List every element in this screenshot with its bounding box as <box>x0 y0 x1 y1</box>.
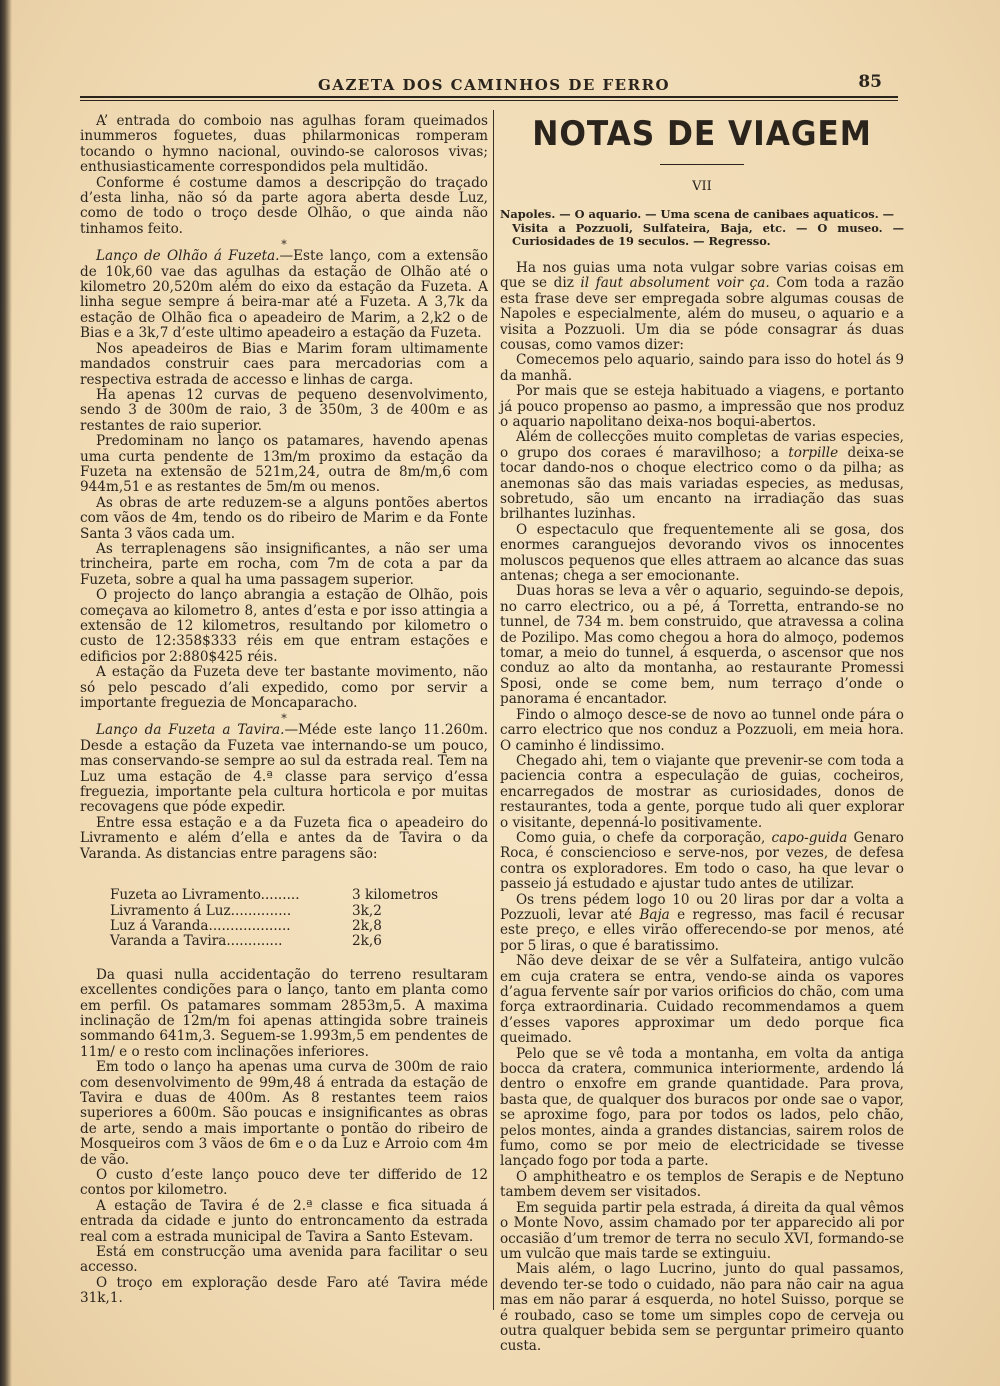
page-number: 85 <box>858 72 882 92</box>
paragraph-text: Ha nos guias uma nota vulgar sobre varias coisas em que se diz <box>500 259 904 292</box>
summary-line: Visita a Pozzuoli, Sulfateira, Baja, etc. — O museo. — Curiosidades de 19 seculos. — Regresso. <box>512 220 904 249</box>
paragraph: O custo d’este lanço pouco deve ter differido de 12 contos por kilometro. <box>80 1167 488 1199</box>
paragraph: O espectaculo que frequentemente ali se gosa, dos enormes caranguejos devorando vivos os innocentes moluscos pequenos que elles attraem ao alcance das suas antenas; chega a ser emocionante. <box>500 521 904 585</box>
paragraph-text: e regresso, mas facil é recusar este preço, e elles virão offerecendo-se por menos, até por 5 liras, o que é baratissimo. <box>500 906 904 954</box>
paragraph-text: Além de collecções muito completas de varias especies, o grupo dos coraes é maravilhoso; a <box>500 429 904 461</box>
table-row <box>110 904 438 919</box>
section-separator: * <box>281 712 287 726</box>
chapter-number: VII <box>692 179 712 194</box>
page-header <box>80 72 900 96</box>
right-column <box>500 114 904 1355</box>
italic-phrase: torpille <box>788 444 839 461</box>
paragraph: Ha apenas 12 curvas de pequeno desenvolvimento, sendo 3 de 300m de raio, 3 de 350m, 3 de 400m e as restantes de raio superior. <box>80 386 488 434</box>
route-cell: Fuzeta ao Livramento......... <box>110 887 300 904</box>
paragraph <box>500 430 904 522</box>
paragraph: Em seguida partir pela estrada, á direita da qual vêmos o Monte Novo, assim chamado por ter apparecido ali por occasião d’um tremor de terra no seculo XVI, formando-se um vulcão que mais tarde se extinguiu. <box>500 1199 904 1262</box>
header-rule <box>80 96 898 101</box>
paragraph: Pelo que se vê toda a montanha, em volta da antiga bocca da cratera, communica interiormente, ardendo lá dentro o enxofre em grande quantidade. Para prova, basta que, de qualquer dos buracos por onde sae o vapor, se aproxime fogo, para por todos os lados, pelo chão, pelos montes, ainda a grandes distancias, sairem rolos de fumo, como se por meio de electricidade se tivesse lançado fogo por toda a parte. <box>500 1045 904 1170</box>
paragraph: Chegado ahi, tem o viajante que prevenir-se com toda a paciencia contra a especulação de guias, cocheiros, encarregados de mostrar as curiosidades, donos de restaurantes, toda a gente, porque tudo ali quer explorar o visitante, depenná-lo positivamente. <box>500 752 904 831</box>
paragraph: Da quasi nulla accidentação do terreno resultaram excellentes condições para o lanço, tanto em planta como em perfil. Os patamares sommam 2853m,5. A maxima inclinação de 12m/m foi apenas attingida sobre traineis sommando 641m,3. Seguem-se 1.993m,5 em pendentes de 11m/ e o resto com inclinações inferiores. <box>80 966 488 1060</box>
paragraph: Não deve deixar de se vêr a Sulfateira, antigo vulcão em cuja cratera se entra, vendo-se ainda os vapores d’agua fervente saír por varios orificios do chão, com uma força extraordinaria. Cuidado recommendamos a quem d’esses vapores approximar um dedo porque fica queimado. <box>500 953 904 1047</box>
left-column <box>80 114 488 1307</box>
route-cell: Luz á Varanda................... <box>110 917 291 934</box>
paragraph-text: —Méde este lanço 11.260m. Desde a estação da Fuzeta vae internando-se um pouco, mas conservando-se sempre ao sul da estrada real. Tem na Luz uma estação de 4.ª classe para serviço d’essa freguezia, importante pela cultura horticola e por muitas recovagens que póde expedir. <box>80 722 488 816</box>
paragraph-text: Os trens pédem logo 10 ou 20 liras por dar a volta a Pozzuoli, levar até <box>500 891 904 923</box>
paragraph: Entre essa estação e a da Fuzeta fica o apeadeiro do Livramento e além d’ella e antes da de Tavira o da Varanda. As distancias entre paragens são: <box>80 814 488 862</box>
distance-cell: 2k,6 <box>352 933 382 950</box>
paragraph: Findo o almoço desce-se de novo ao tunnel onde pára o carro electrico que nos conduz a Pozzuoli, em meia hora. O caminho é lindissimo. <box>500 706 904 754</box>
paragraph-text: deixa-se tocar dando-nos o choque electrico como o da pilha; as anemonas são das mais variadas especies, as medusas, sobretudo, são um encanto na irradiação das suas brilhantes luzinhas. <box>500 444 904 523</box>
section-heading-paragraph <box>80 249 488 341</box>
title-rule <box>660 164 744 165</box>
distance-cell: 2k,8 <box>352 917 382 934</box>
newspaper-title: GAZETA DOS CAMINHOS DE FERRO <box>318 76 671 94</box>
table-row <box>110 888 438 903</box>
route-cell: Livramento á Luz.............. <box>110 902 292 919</box>
paragraph: O troço em exploração desde Faro até Tavira méde 31k,1. <box>80 1274 488 1307</box>
paragraph-text: Genaro Roca, é consciencioso e serve-nos, por vezes, de defesa contra os exploradores. Em todo o caso, ha que levar o passeio já estudado e ajustar tudo antes de utilizar. <box>500 829 904 893</box>
paragraph: Conforme é costume damos a descripção do traçado d’esta linha, não só da parte agora aberta desde Luz, como de todo o troço desde Olhão, o que ainda não tinhamos feito. <box>80 174 488 237</box>
paragraph: Mais além, o lago Lucrino, junto do qual passamos, devendo ter-se todo o cuidado, não para não cair na agua mas em não parar á esquerda, no hotel Suisso, porque se é roubado, caso se tome um simples copo de cerveja ou outra qualquer bebida sem se perguntar primeiro quanto custa. <box>500 1261 904 1355</box>
paragraph <box>500 893 904 955</box>
paragraph: A estação da Fuzeta deve ter bastante movimento, não só pelo pescado d’ali expedido, como por servir a importante freguezia de Moncaparacho. <box>80 664 488 712</box>
paragraph: A estação de Tavira é de 2.ª classe e fica situada á entrada da cidade e junto do entroncamento da estrada real com a estrada municipal de Tavira a Santo Estevam. <box>80 1197 488 1245</box>
paragraph: A’ entrada do comboio nas agulhas foram queimados inummeros foguetes, duas philarmonicas romperam tocando o hymno nacional, ouvindo-se calorosos vivas; enthusiasticamente correspondidos pela multidão. <box>80 113 488 176</box>
paragraph: As obras de arte reduzem-se a alguns pontões abertos com vãos de 4m, tendo os do ribeiro de Marim e da Fonte Santa 3 vãos cada um. <box>80 494 488 542</box>
table-row <box>110 919 438 934</box>
column-divider <box>493 110 494 1310</box>
paragraph: Em todo o lanço ha apenas uma curva de 300m de raio com desenvolvimento de 99m,48 á entrada da estação de Tavira e duas de 400m. As 8 restantes teem raios superiores a 600m. São poucas e insignificantes as obras de arte, sendo a mais importante o pontão do ribeiro de Mosqueiros com 3 vãos de 6m e o da Luz e Arroio com 4m de vão. <box>80 1059 488 1168</box>
italic-phrase: Baja <box>639 906 670 923</box>
page-edge-shadow <box>0 0 12 1386</box>
section-heading-paragraph <box>80 723 488 815</box>
paragraph: Predominam no lanço os patamares, havendo apenas uma curta pendente de 13m/m proximo da estação da Fuzeta na extensão de 521m,24, outra de 8m/m,6 com 944m,51 e as restantes de 5m/m ou menos. <box>80 433 488 496</box>
distances-table <box>110 888 438 950</box>
paragraph-text: Com toda a razão esta frase deve ser empregada sobre algumas cousas de Napoles e especialmente, além do museu, o aquario e a visita a Pozzuoli. Um dia se póde consagrar ás duas cousas, como vamos dizer: <box>500 275 905 353</box>
distance-cell: 3k,2 <box>352 902 382 919</box>
paragraph: Comecemos pelo aquario, saindo para isso do hotel ás 9 da manhã. <box>500 352 904 384</box>
paragraph: Por mais que se esteja habituado a viagens, e portanto já pouco propenso ao pasmo, a impressão que nos produz o aquario napolitano deixa-nos boqui-abertos. <box>500 383 904 430</box>
article-title: NOTAS DE VIAGEM <box>532 114 872 154</box>
paragraph: O projecto do lanço abrangia a estação de Olhão, pois começava ao kilometro 8, antes d’esta e por isso attingia a extensão de 12 kilometros, resultando por kilometro o custo de 12:358$333 réis em que entram estações e edificios por 2:880$425 réis. <box>80 587 488 665</box>
italic-phrase: il faut absolument voir ça. <box>580 275 770 292</box>
paragraph <box>500 261 904 353</box>
article-summary <box>500 208 904 249</box>
summary-line: Napoles. — O aquario. — Uma scena de canibaes aquaticos. — <box>500 207 895 222</box>
table-row <box>110 934 438 949</box>
paragraph-text: Como guia, o chefe da corporação, <box>516 829 772 846</box>
paragraph: Nos apeadeiros de Bias e Marim foram ultimamente mandados construir caes para mercadorias com a respectiva estrada de accesso e linhas de carga. <box>80 340 488 388</box>
section-title: Lanço da Fuzeta a Tavira. <box>96 722 285 739</box>
section-title: Lanço de Olhão á Fuzeta. <box>96 248 280 265</box>
paragraph-text: —Este lanço, com a extensão de 10k,60 vae das agulhas da estação de Olhão até o kilometro 20,520m além do eixo da estação da Fuzeta. A linha segue sempre á beira-mar até a Fuzeta. A 3,7k da estação de Olhão fica o apeadeiro de Marim, a 2,k2 o de Bias e a 3k,7 d’este ultimo apeadeiro a estação da Fuzeta. <box>80 248 488 342</box>
paragraph: Duas horas se leva a vêr o aquario, seguindo-se depois, no carro electrico, ou a pé, á Torretta, entrando-se no tunnel, de 734 m. bem construido, que atravessa a colina de Pozilipo. Mas como chegou a hora do almoço, podemos tomar, a meio do tunnel, á esquerda, o ascensor que nos conduz ao alto da montanha, ao restaurante Promessi Sposi, onde se come bem, num terraço d’onde o panorama é encantador. <box>500 583 904 708</box>
route-cell: Varanda a Tavira............. <box>110 933 283 950</box>
paragraph: Está em construcção uma avenida para facilitar o seu accesso. <box>80 1244 488 1276</box>
paragraph: As terraplenagens são insignificantes, a não ser uma trincheira, parte em rocha, com 7m de cota a par da Fuzeta, sobre a qual ha uma passagem superior. <box>80 540 488 588</box>
distance-cell: 3 kilometros <box>352 887 439 904</box>
section-separator: * <box>281 238 287 252</box>
paragraph <box>500 831 904 893</box>
italic-phrase: capo-guida <box>771 829 848 846</box>
paragraph: O amphitheatro e os templos de Serapis e de Neptuno tambem devem ser visitados. <box>500 1168 904 1201</box>
